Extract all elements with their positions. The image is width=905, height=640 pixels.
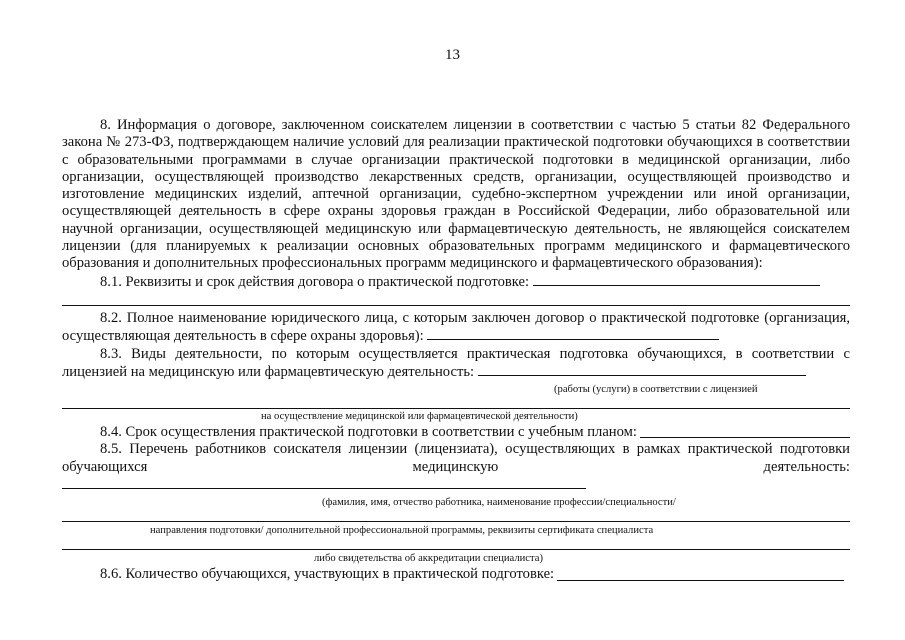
legal-entity-name-field[interactable] <box>427 327 719 340</box>
item-8-3 <box>62 346 850 382</box>
item-8-2 <box>62 310 850 346</box>
practice-term-field[interactable] <box>640 436 850 438</box>
activity-types-field-line-2[interactable] <box>62 396 850 409</box>
form-section-8 <box>62 117 850 584</box>
item-8-5 <box>62 441 850 494</box>
item-8-5-label: 8.5. Перечень работников соискателя лицензии (лицензиата), осуществляющих в рамках практической подготовки обучающихся медицинскую деятельность: <box>62 441 850 475</box>
staff-list-field[interactable] <box>62 476 586 489</box>
item-8-6-label: 8.6. Количество обучающихся, участвующих в практической подготовке: <box>100 566 555 583</box>
item-8-4-label: 8.4. Срок осуществления практической подготовки в соответствии с учебным планом: <box>100 424 637 441</box>
page-number: 13 <box>445 47 460 63</box>
item-8-6 <box>62 566 850 583</box>
staff-list-note-2: направления подготовки/ дополнительной профессиональной программы, реквизиты сертификата специалиста <box>150 525 654 537</box>
item-8-1-label: 8.1. Реквизиты и срок действия договора о практической подготовке: <box>100 273 530 290</box>
staff-list-field-line-3[interactable] <box>62 537 850 550</box>
section-8-paragraph: 8. Информация о договоре, заключенном соискателем лицензии в соответствии с частью 5 статьи 82 Федерального закона № 273-ФЗ, подтверждающем наличие условий для реализации практической подготовки обучающихся в соответствии с образовательными программами в случае организации практической подготовки в медицинской организации, либо организации, осуществляющей производство лекарственных средств, организации, осуществляющей производство и изготовление медицинских изделий, аптечной организации, судебно-экспертном учреждении или иной организации, осуществляющей деятельность в сфере охраны здоровья граждан в Российской Федерации, либо образовательной или научной организации, осуществляющей медицинскую или фармацевтическую деятельность, не являющейся соискателем лицензии (для планируемых к реализации основных образовательных программ медицинского и фармацевтического образования и дополнительных профессиональных программ медицинского и фармацевтического образования): <box>62 117 850 272</box>
activity-types-note-1: (работы (услуги) в соответствии с лицензией <box>554 384 758 396</box>
item-8-4 <box>62 424 850 441</box>
activity-types-note-2: на осуществление медицинской или фармацевтической деятельности) <box>261 411 578 423</box>
students-count-field[interactable] <box>557 579 844 581</box>
staff-list-note-3: либо свидетельства об аккредитации специалиста) <box>314 553 543 565</box>
item-8-1 <box>62 273 850 291</box>
contract-details-field[interactable] <box>533 273 820 286</box>
item-8-2-label: 8.2. Полное наименование юридического лица, с которым заключен договор о практической подготовке (организация, осуществляющая деятельность в сфере охраны здоровья): <box>62 309 850 345</box>
contract-details-field-line-2[interactable] <box>62 291 850 306</box>
item-8-3-label: 8.3. Виды деятельности, по которым осуществляется практическая подготовка обучающихся, в соответствии с лицензией на медицинскую или фармацевтическую деятельность: <box>62 345 850 380</box>
staff-list-note-1: (фамилия, имя, отчество работника, наименование профессии/специальности/ <box>322 497 676 509</box>
staff-list-field-line-2[interactable] <box>62 509 850 522</box>
activity-types-field[interactable] <box>478 363 806 376</box>
